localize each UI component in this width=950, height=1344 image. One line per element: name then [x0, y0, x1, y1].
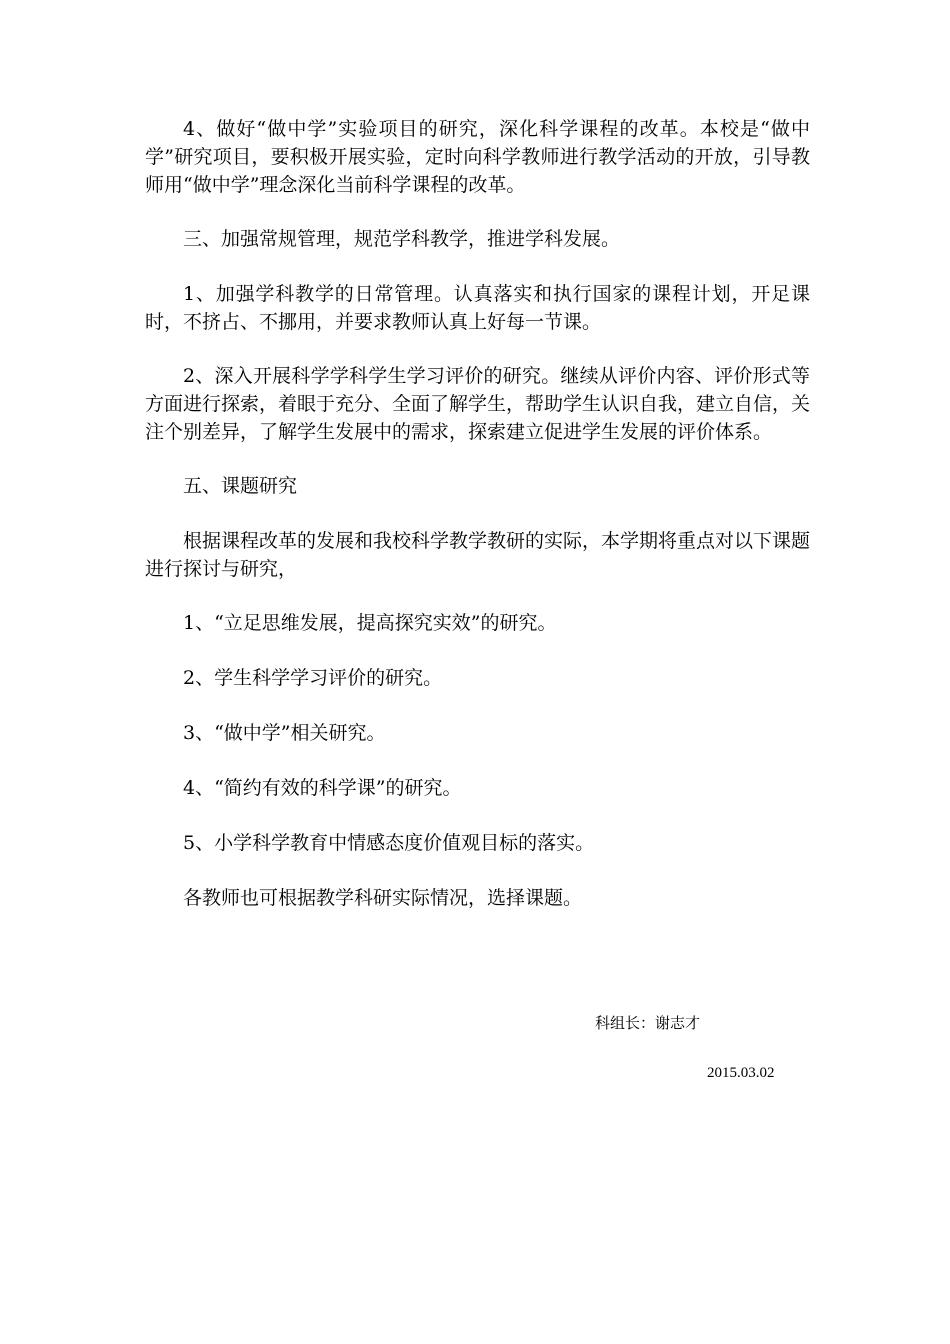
topic-item-3: 3、“做中学”相关研究。	[183, 722, 386, 744]
section-heading-topic-research: 五、课题研究	[183, 475, 298, 497]
topic-item-2: 2、学生科学学习评价的研究。	[183, 667, 443, 689]
topic-item-4: 4、“简约有效的科学课”的研究。	[183, 777, 462, 799]
topic-item-1: 1、“立足思维发展，提高探究实效”的研究。	[183, 612, 557, 634]
paragraph-zuozhongxue-research: 4、做好“做中学”实验项目的研究，深化科学课程的改革。本校是“做中学”研究项目，要积极开展实验，定时向科学教师进行教学活动的开放，引导教师用“做中学”理念深化当前科学课程的改革。	[145, 118, 810, 196]
topic-item-5: 5、小学科学教育中情感态度价值观目标的落实。	[183, 832, 595, 854]
paragraph-evaluation-research: 2、深入开展科学学科学生学习评价的研究。继续从评价内容、评价形式等方面进行探索，着眼于充分、全面了解学生，帮助学生认识自我，建立自信，关注个别差异，了解学生发展中的需求，探索建立促进学生发展的评价体系。	[145, 365, 811, 443]
paragraph-closing-note: 各教师也可根据教学科研实际情况，选择课题。	[183, 887, 583, 909]
signature-date: 2015.03.02	[707, 1065, 775, 1081]
document-body	[145, 115, 810, 939]
paragraph-daily-management: 1、加强学科教学的日常管理。认真落实和执行国家的课程计划，开足课时，不挤占、不挪用，并要求教师认真上好每一节课。	[145, 283, 810, 333]
paragraph-topic-intro: 根据课程改革的发展和我校科学教学教研的实际，本学期将重点对以下课题进行探讨与研究，	[145, 530, 811, 580]
signature-name: 科组长：谢志才	[595, 1014, 701, 1032]
section-heading-routine-management: 三、加强常规管理，规范学科教学，推进学科发展。	[183, 228, 621, 250]
